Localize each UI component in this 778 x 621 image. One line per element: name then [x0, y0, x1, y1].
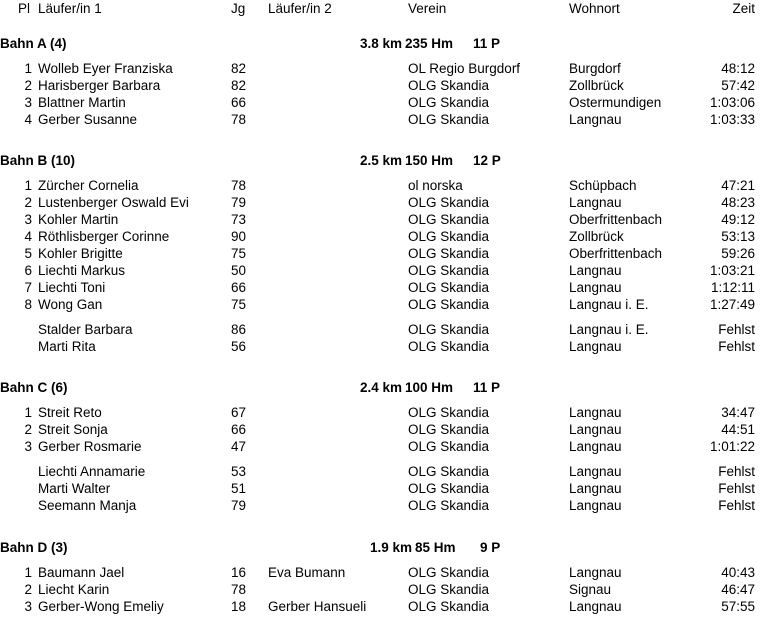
header-pl: Pl	[18, 1, 31, 16]
hometown: Oberfrittenbach	[569, 246, 663, 261]
header-laeufer1: Läufer/in 1	[38, 1, 102, 16]
finish-time: 34:47	[721, 405, 755, 420]
birth-year: 16	[231, 565, 247, 580]
rank: 8	[24, 297, 32, 312]
hometown: Langnau	[569, 405, 622, 420]
result-row	[0, 194, 778, 211]
result-row	[0, 581, 778, 598]
birth-year: 66	[231, 280, 247, 295]
club: OLG Skandia	[408, 78, 490, 93]
header-wohnort: Wohnort	[569, 1, 620, 16]
result-row	[0, 111, 778, 128]
section-header	[0, 35, 778, 52]
finish-time: 59:26	[721, 246, 755, 261]
club: OLG Skandia	[408, 322, 490, 337]
birth-year: 90	[231, 229, 247, 244]
runner-name: Blattner Martin	[38, 95, 126, 110]
runner-name: Baumann Jael	[38, 565, 125, 580]
hometown: Langnau i. E.	[569, 322, 649, 337]
finish-time: 1:01:22	[709, 439, 755, 454]
hometown: Langnau	[569, 498, 622, 513]
birth-year: 78	[231, 582, 247, 597]
runner-name: Röthlisberger Corinne	[38, 229, 170, 244]
finish-time: 1:27:49	[709, 297, 755, 312]
finish-time: 44:51	[721, 422, 755, 437]
result-row	[0, 262, 778, 279]
rank: 2	[24, 582, 32, 597]
runner-name: Seemann Manja	[38, 498, 137, 513]
runner-name: Liechti Toni	[38, 280, 106, 295]
header-jg: Jg	[231, 1, 246, 16]
section-title: Bahn A (4)	[0, 36, 67, 51]
finish-time: 48:23	[721, 195, 755, 210]
hometown: Langnau	[569, 339, 622, 354]
rank: 1	[24, 178, 32, 193]
club: OLG Skandia	[408, 464, 490, 479]
rank: 3	[24, 95, 32, 110]
runner-name: Kohler Brigitte	[38, 246, 123, 261]
hometown: Langnau	[569, 599, 622, 614]
club: OLG Skandia	[408, 246, 490, 261]
runner-name: Marti Rita	[38, 339, 96, 354]
runner-name: Streit Reto	[38, 405, 102, 420]
result-row	[0, 321, 778, 338]
section-climb: 85 Hm	[415, 540, 456, 555]
hometown: Schüpbach	[569, 178, 637, 193]
hometown: Langnau	[569, 439, 622, 454]
club: OLG Skandia	[408, 95, 490, 110]
birth-year: 56	[231, 339, 247, 354]
club: OLG Skandia	[408, 405, 490, 420]
rank: 4	[24, 112, 32, 127]
section-controls: 11 P	[473, 36, 501, 51]
finish-time: 57:42	[721, 78, 755, 93]
result-row	[0, 279, 778, 296]
result-row	[0, 296, 778, 313]
result-row	[0, 438, 778, 455]
rank: 2	[24, 422, 32, 437]
birth-year: 79	[231, 498, 247, 513]
runner-name: Wong Gan	[38, 297, 103, 312]
result-row	[0, 245, 778, 262]
finish-time: 48:12	[721, 61, 755, 76]
header-laeufer2: Läufer/in 2	[268, 1, 332, 16]
runner-name: Stalder Barbara	[38, 322, 133, 337]
rank: 6	[24, 263, 32, 278]
club: OLG Skandia	[408, 422, 490, 437]
hometown: Langnau	[569, 263, 622, 278]
hometown: Burgdorf	[569, 61, 621, 76]
hometown: Signau	[569, 582, 612, 597]
hometown: Langnau	[569, 565, 622, 580]
rank: 3	[24, 599, 32, 614]
hometown: Zollbrück	[569, 78, 624, 93]
birth-year: 66	[231, 422, 247, 437]
finish-time: 1:12:11	[710, 280, 755, 295]
birth-year: 86	[231, 322, 247, 337]
finish-time: 49:12	[721, 212, 755, 227]
club: OLG Skandia	[408, 565, 490, 580]
section-distance: 2.5 km	[359, 153, 402, 168]
result-row	[0, 564, 778, 581]
birth-year: 78	[231, 112, 247, 127]
finish-time: 46:47	[721, 582, 755, 597]
runner-name: Liechti Markus	[38, 263, 126, 278]
runner-name: Streit Sonja	[38, 422, 108, 437]
club: OLG Skandia	[408, 263, 490, 278]
hometown: Langnau	[569, 481, 622, 496]
club: OLG Skandia	[408, 212, 490, 227]
section-climb: 150 Hm	[405, 153, 454, 168]
birth-year: 18	[231, 599, 247, 614]
finish-time: 40:43	[721, 565, 755, 580]
club: OLG Skandia	[408, 481, 490, 496]
section-controls: 9 P	[480, 540, 501, 555]
runner-name: Gerber Susanne	[38, 112, 138, 127]
rank: 3	[24, 212, 32, 227]
club: OL Regio Burgdorf	[408, 61, 521, 76]
section-title: Bahn C (6)	[0, 380, 68, 395]
rank: 2	[24, 78, 32, 93]
club: OLG Skandia	[408, 229, 490, 244]
club: OLG Skandia	[408, 339, 490, 354]
birth-year: 47	[231, 439, 247, 454]
result-row	[0, 480, 778, 497]
birth-year: 82	[231, 78, 247, 93]
header-zeit: Zeit	[732, 1, 755, 16]
rank: 1	[24, 565, 32, 580]
finish-time: Fehlst	[718, 464, 755, 479]
section-climb: 100 Hm	[405, 380, 454, 395]
hometown: Langnau	[569, 280, 622, 295]
result-row	[0, 228, 778, 245]
rank: 1	[24, 61, 32, 76]
finish-time: 1:03:21	[709, 263, 755, 278]
hometown: Langnau i. E.	[569, 297, 649, 312]
club: OLG Skandia	[408, 498, 490, 513]
club: OLG Skandia	[408, 582, 490, 597]
birth-year: 79	[231, 195, 247, 210]
runner-name: Lustenberger Oswald Evi	[38, 195, 189, 210]
hometown: Langnau	[569, 112, 622, 127]
runner-name: Gerber-Wong Emeliy	[38, 599, 164, 614]
section-distance: 2.4 km	[359, 380, 402, 395]
runner-name: Kohler Martin	[38, 212, 119, 227]
section-distance: 3.8 km	[359, 36, 402, 51]
result-row	[0, 177, 778, 194]
runner-name: Marti Walter	[38, 481, 111, 496]
birth-year: 66	[231, 95, 247, 110]
section-title: Bahn B (10)	[0, 153, 76, 168]
runner-name: Liecht Karin	[38, 582, 110, 597]
section-climb: 235 Hm	[405, 36, 454, 51]
runner-name: Liechti Annamarie	[38, 464, 146, 479]
hometown: Zollbrück	[569, 229, 624, 244]
result-row	[0, 463, 778, 480]
club: OLG Skandia	[408, 439, 490, 454]
result-row	[0, 94, 778, 111]
rank: 5	[24, 246, 32, 261]
runner-name: Zürcher Cornelia	[38, 178, 139, 193]
partner-name: Gerber Hansueli	[268, 599, 367, 614]
finish-time: 47:21	[721, 178, 755, 193]
birth-year: 75	[231, 297, 247, 312]
section-header	[0, 152, 778, 169]
section-header	[0, 539, 778, 556]
section-title: Bahn D (3)	[0, 540, 68, 555]
rank: 1	[24, 405, 32, 420]
section-controls: 12 P	[473, 153, 501, 168]
hometown: Langnau	[569, 464, 622, 479]
section-distance: 1.9 km	[369, 540, 412, 555]
result-row	[0, 598, 778, 615]
rank: 4	[24, 229, 32, 244]
finish-time: 53:13	[721, 229, 755, 244]
birth-year: 75	[231, 246, 247, 261]
birth-year: 67	[231, 405, 247, 420]
birth-year: 50	[231, 263, 247, 278]
result-row	[0, 60, 778, 77]
birth-year: 51	[231, 481, 247, 496]
result-row	[0, 211, 778, 228]
result-row	[0, 404, 778, 421]
hometown: Langnau	[569, 195, 622, 210]
hometown: Ostermundigen	[569, 95, 662, 110]
club: OLG Skandia	[408, 599, 490, 614]
club: OLG Skandia	[408, 297, 490, 312]
club: OLG Skandia	[408, 112, 490, 127]
header-verein: Verein	[408, 1, 447, 16]
birth-year: 78	[231, 178, 247, 193]
club: ol norska	[408, 178, 463, 193]
result-row	[0, 77, 778, 94]
result-row	[0, 338, 778, 355]
section-controls: 11 P	[473, 380, 501, 395]
result-row	[0, 421, 778, 438]
rank: 2	[24, 195, 32, 210]
club: OLG Skandia	[408, 280, 490, 295]
rank: 7	[24, 280, 32, 295]
finish-time: Fehlst	[718, 481, 755, 496]
birth-year: 73	[231, 212, 247, 227]
partner-name: Eva Bumann	[268, 565, 346, 580]
section-header	[0, 379, 778, 396]
birth-year: 82	[231, 61, 247, 76]
runner-name: Wolleb Eyer Franziska	[38, 61, 173, 76]
hometown: Oberfrittenbach	[569, 212, 663, 227]
hometown: Langnau	[569, 422, 622, 437]
rank: 3	[24, 439, 32, 454]
runner-name: Gerber Rosmarie	[38, 439, 142, 454]
finish-time: 1:03:33	[709, 112, 755, 127]
finish-time: 1:03:06	[709, 95, 755, 110]
birth-year: 53	[231, 464, 247, 479]
runner-name: Harisberger Barbara	[38, 78, 161, 93]
result-row	[0, 497, 778, 514]
finish-time: Fehlst	[718, 498, 755, 513]
finish-time: Fehlst	[718, 322, 755, 337]
column-header	[0, 0, 778, 17]
club: OLG Skandia	[408, 195, 490, 210]
finish-time: 57:55	[721, 599, 755, 614]
finish-time: Fehlst	[718, 339, 755, 354]
